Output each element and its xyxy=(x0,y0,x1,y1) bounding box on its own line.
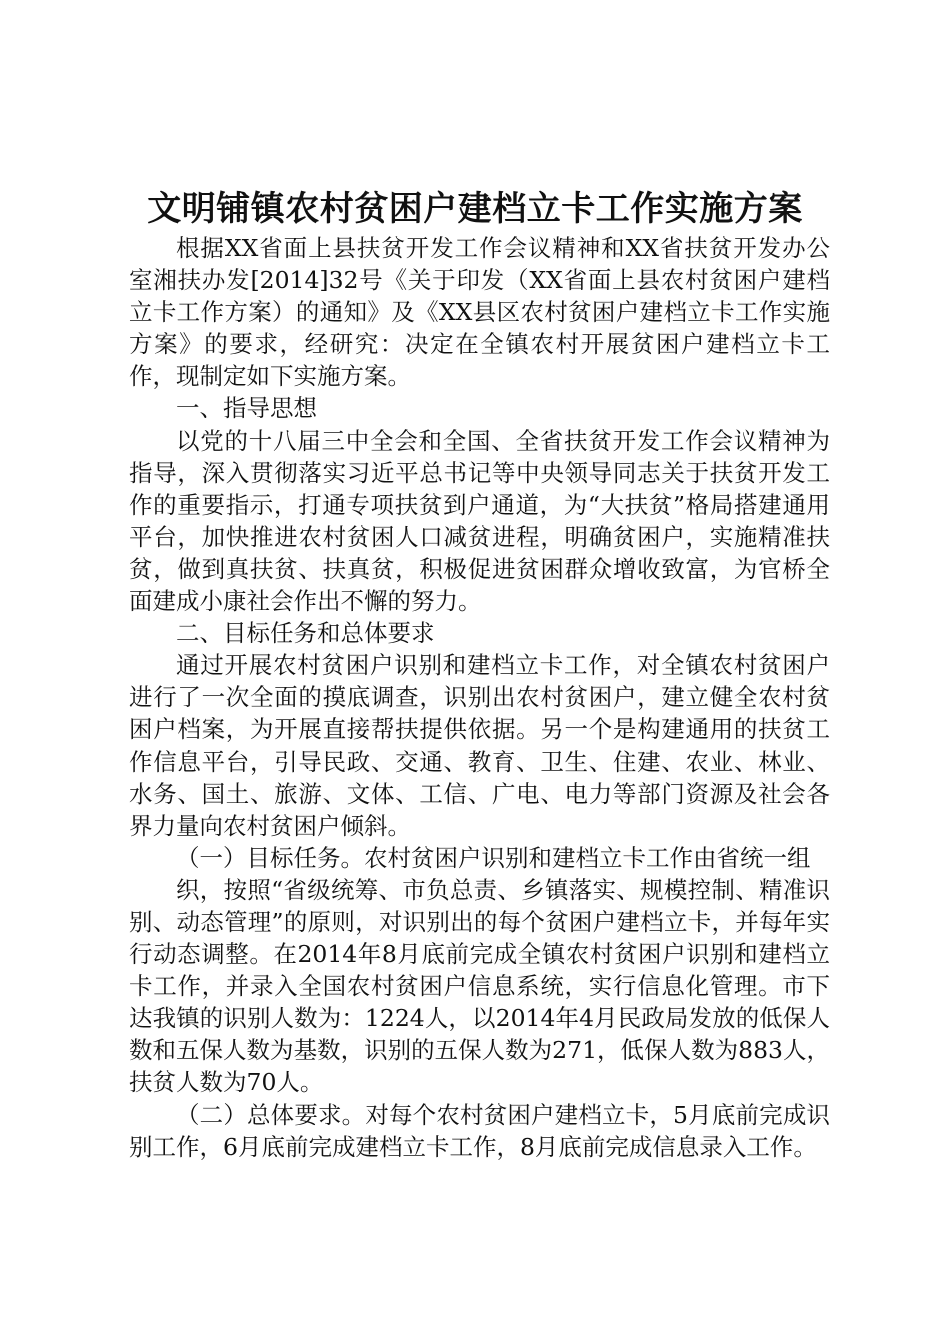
document-body xyxy=(129,232,830,1163)
document-title: 文明铺镇农村贫困户建档立卡工作实施方案 xyxy=(147,189,803,229)
paragraph-overall-requirements: （二）总体要求。对每个农村贫困户建档立卡，5月底前完成识别工作，6月底前完成建档立卡工作，8月底前完成信息录入工作。 xyxy=(129,1100,830,1161)
paragraph-goals: 通过开展农村贫困户识别和建档立卡工作，对全镇农村贫困户进行了一次全面的摸底调查，识别出农村贫困户，建立健全农村贫困户档案，为开展直接帮扶提供依据。另一个是构建通用的扶贫工作信息平台，引导民政、交通、教育、卫生、住建、农业、林业、水务、国土、旅游、文体、工信、广电、电力等部门资源及社会各界力量向农村贫困户倾斜。 xyxy=(129,651,830,840)
paragraph-target-tasks-continued: 织，按照“省级统筹、市负总责、乡镇落实、规模控制、精准识别、动态管理”的原则，对识别出的每个贫困户建档立卡，并每年实行动态调整。在2014年8月底前完成全镇农村贫困户识别和建档立卡工作，并录入全国农村贫困户信息系统，实行信息化管理。市下达我镇的识别人数为：1224人，以2014年4月民政局发放的低保人数和五保人数为基数，识别的五保人数为271，低保人数为883人，扶贫人数为70人。 xyxy=(129,875,830,1097)
section-heading-goals: 二、目标任务和总体要求 xyxy=(176,619,435,648)
section-heading-guiding-thought: 一、指导思想 xyxy=(176,394,317,423)
paragraph-guiding-thought: 以党的十八届三中全会和全国、全省扶贫开发工作会议精神为指导，深入贯彻落实习近平总书记等中央领导同志关于扶贫开发工作的重要指示，打通专项扶贫到户通道，为“大扶贫”格局搭建通用平台，加快推进农村贫困人口减贫进程，明确贫困户，实施精准扶贫，做到真扶贫、扶真贫，积极促进贫困群众增收致富，为官桥全面建成小康社会作出不懈的努力。 xyxy=(129,426,830,616)
paragraph-target-tasks: （一）目标任务。农村贫困户识别和建档立卡工作由省统一组 xyxy=(176,843,811,872)
paragraph-intro: 根据XX省面上县扶贫开发工作会议精神和XX省扶贫开发办公室湘扶办发[2014]32号《关于印发（XX省面上县农村贫困户建档立卡工作方案）的通知》及《XX县区农村贫困户建档立卡工作实施方案》的要求，经研究：决定在全镇农村开展贫困户建档立卡工作，现制定如下实施方案。 xyxy=(129,234,830,391)
